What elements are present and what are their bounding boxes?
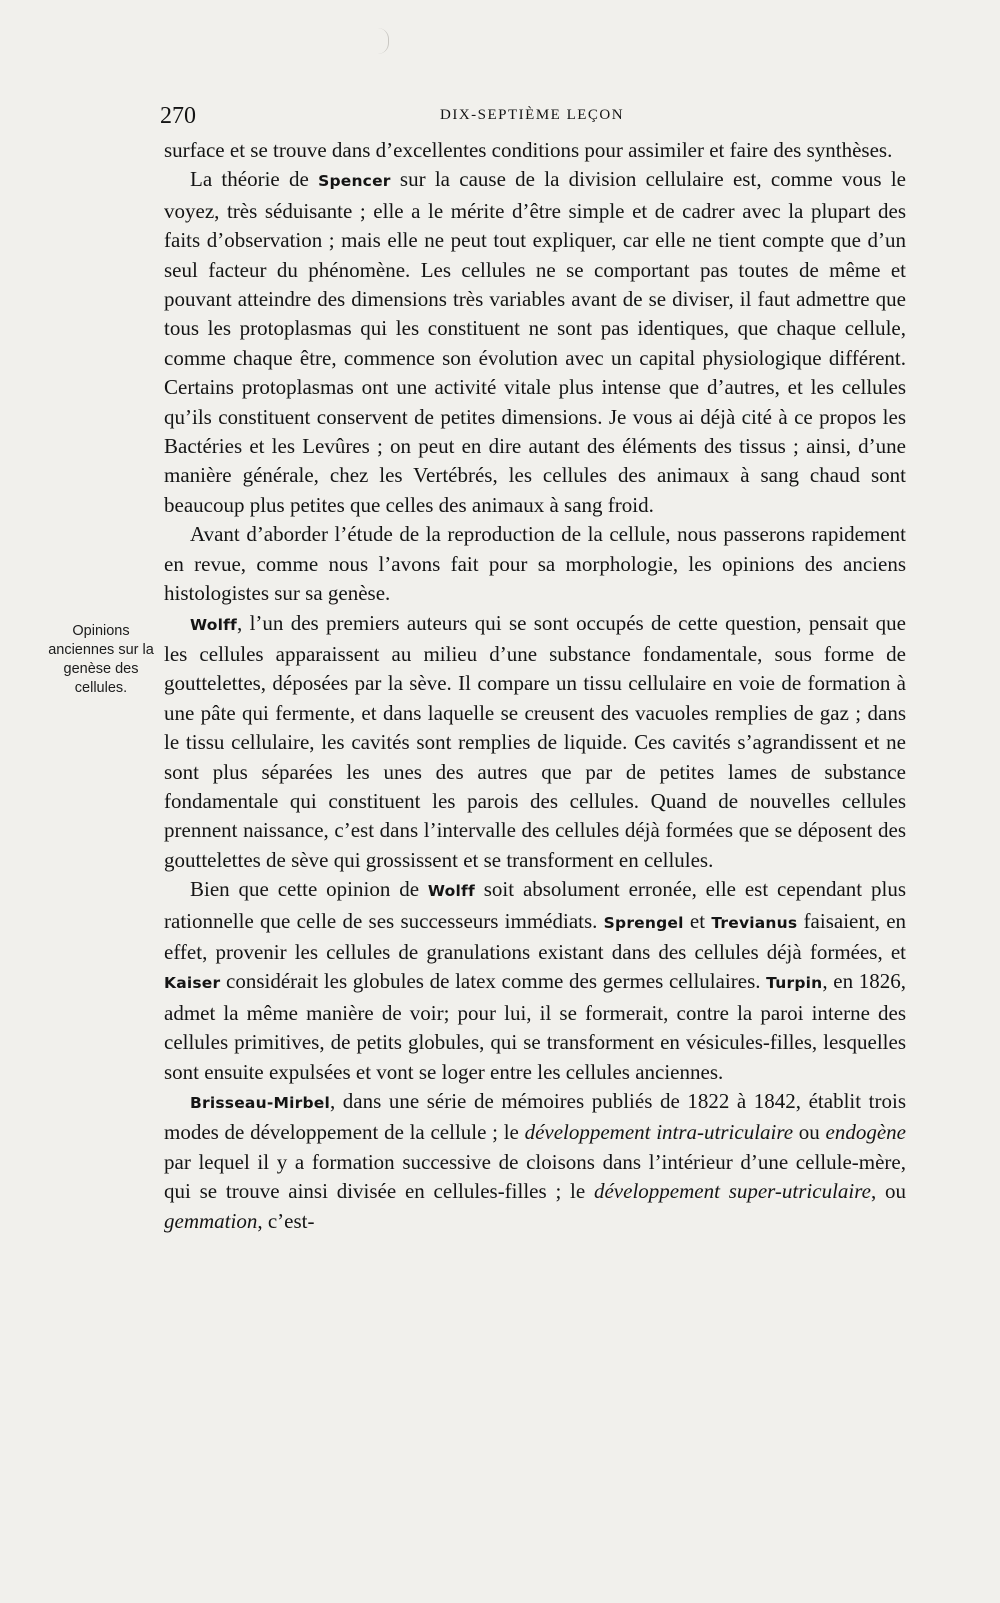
- text-run: , en 1826, admet la même manière de voir; pour lui, il se formerait, contre la paroi interne des cellules primitives, de petits globules, qui se transforment en vésicules-filles, lesquelles sont ensuite expulsées et vont se loger entre les cellules anciennes.: [164, 969, 907, 1084]
- author-name: Wolff: [427, 882, 475, 901]
- paragraph-2: [164, 165, 906, 520]
- italic-term: développement super-utriculaire: [593, 1179, 871, 1204]
- paragraph-5: [164, 875, 906, 1087]
- italic-term: gemmation: [164, 1208, 258, 1233]
- italic-term: développement intra-utriculaire: [524, 1120, 794, 1145]
- chapter-title: DIX-SEPTIÈME LEÇON: [440, 107, 625, 123]
- text-run: par lequel il y a formation successive de cloisons dans l’intérieur d’une cellule-mère, qui se trouve ainsi divisée en cellules-filles ; le: [164, 1149, 906, 1204]
- text-run: Bien que cette opinion de: [190, 877, 428, 902]
- author-name: Kaiser: [164, 974, 221, 993]
- author-name: Spencer: [318, 172, 391, 191]
- author-name: Wolff: [190, 615, 237, 634]
- paragraph-4: [164, 609, 906, 876]
- paper-mark: [378, 28, 389, 54]
- text-run: , l’un des premiers auteurs qui se sont occupés de cette question, pensait que les cellules apparaissent au milieu d’une substance fondamentale, sous forme de gouttelettes, déposées par la sève. Il compare un tissu cellulaire en voie de formation à une pâte qui fermente, et dans laquelle se creusent des vacuoles remplies de gaz ; dans le tissu cellulaire, les cavités sont remplies de liquide. Ces cavités s’agrandissent et ne sont plus séparées les unes des autres que par de petites lames de substance fondamentale qui constituent les parois des cellules. Quand de nouvelles cellules prennent naissance, c’est dans l’intervalle des cellules déjà formées que se déposent des gouttelettes de sève qui grossissent et se transforment en cellules.: [164, 610, 906, 872]
- running-header: [160, 103, 900, 133]
- text-run: , ou: [870, 1179, 907, 1204]
- paragraph-1: [164, 136, 906, 165]
- margin-note: Opinions anciennes sur la genèse des cellules.: [48, 623, 154, 696]
- paragraph-text: surface et se trouve dans d’excellentes conditions pour assimiler et faire des synthèses.: [164, 138, 893, 162]
- italic-term: endogène: [825, 1120, 906, 1145]
- text-run: considérait les globules de latex comme des germes cellulaires.: [220, 969, 767, 994]
- paragraph-3: [164, 520, 906, 608]
- text-run: , dans une série de mémoires publiés de 1822 à 1842, établit trois modes de développement de la cellule ; le: [164, 1089, 906, 1145]
- text-run: soit absolument erronée, elle est cependant plus rationnelle que celle de ses successeurs immédiats.: [164, 877, 906, 933]
- text-run: La théorie de: [190, 167, 319, 192]
- author-name: Sprengel: [603, 913, 684, 932]
- body-text: [164, 136, 906, 1236]
- paragraph-text: Avant d’aborder l’étude de la reproduction de la cellule, nous passerons rapidement en revue, comme nous l’avons fait pour sa morphologie, les opinions des anciens histologistes sur sa genèse.: [164, 522, 906, 606]
- text-run: sur la cause de la division cellulaire est, comme vous le voyez, très séduisante ; elle a le mérite d’être simple et de cadrer avec la plupart des faits d’observation ; mais elle ne peut tout expliquer, car elle ne tient compte que d’un seul facteur du phénomène. Les cellules ne se comportant pas toutes de même et pouvant atteindre des dimensions très variables avant de se diviser, il faut admettre que tous les protoplasmas qui les constituent ne sont pas identiques, que chaque cellule, comme chaque être, commence son évolution avec un capital physiologique différent. Certains protoplasmas ont une activité vitale plus intense que d’autres, et les cellules qu’ils constituent conservent de petites dimensions. Je vous ai déjà cité à ce propos les Bactéries et les Levûres ; on peut en dire autant des éléments des tissus ; ainsi, d’une manière générale, chez les Vertébrés, les cellules des animaux à sang chaud sont beaucoup plus petites que celles des animaux à sang froid.: [164, 167, 906, 517]
- text-run: , c’est-: [257, 1208, 315, 1233]
- text-run: ou: [793, 1120, 826, 1145]
- text-run: faisaient, en effet, provenir les cellules de granulations existant dans des cellules déjà formées, et: [164, 908, 907, 964]
- paragraph-6: [164, 1087, 906, 1236]
- author-name: Trevianus: [711, 913, 798, 932]
- text-run: et: [683, 908, 712, 933]
- page-number: 270: [160, 103, 196, 129]
- author-name: Turpin: [766, 974, 823, 993]
- author-name: Brisseau-Mirbel: [190, 1094, 330, 1112]
